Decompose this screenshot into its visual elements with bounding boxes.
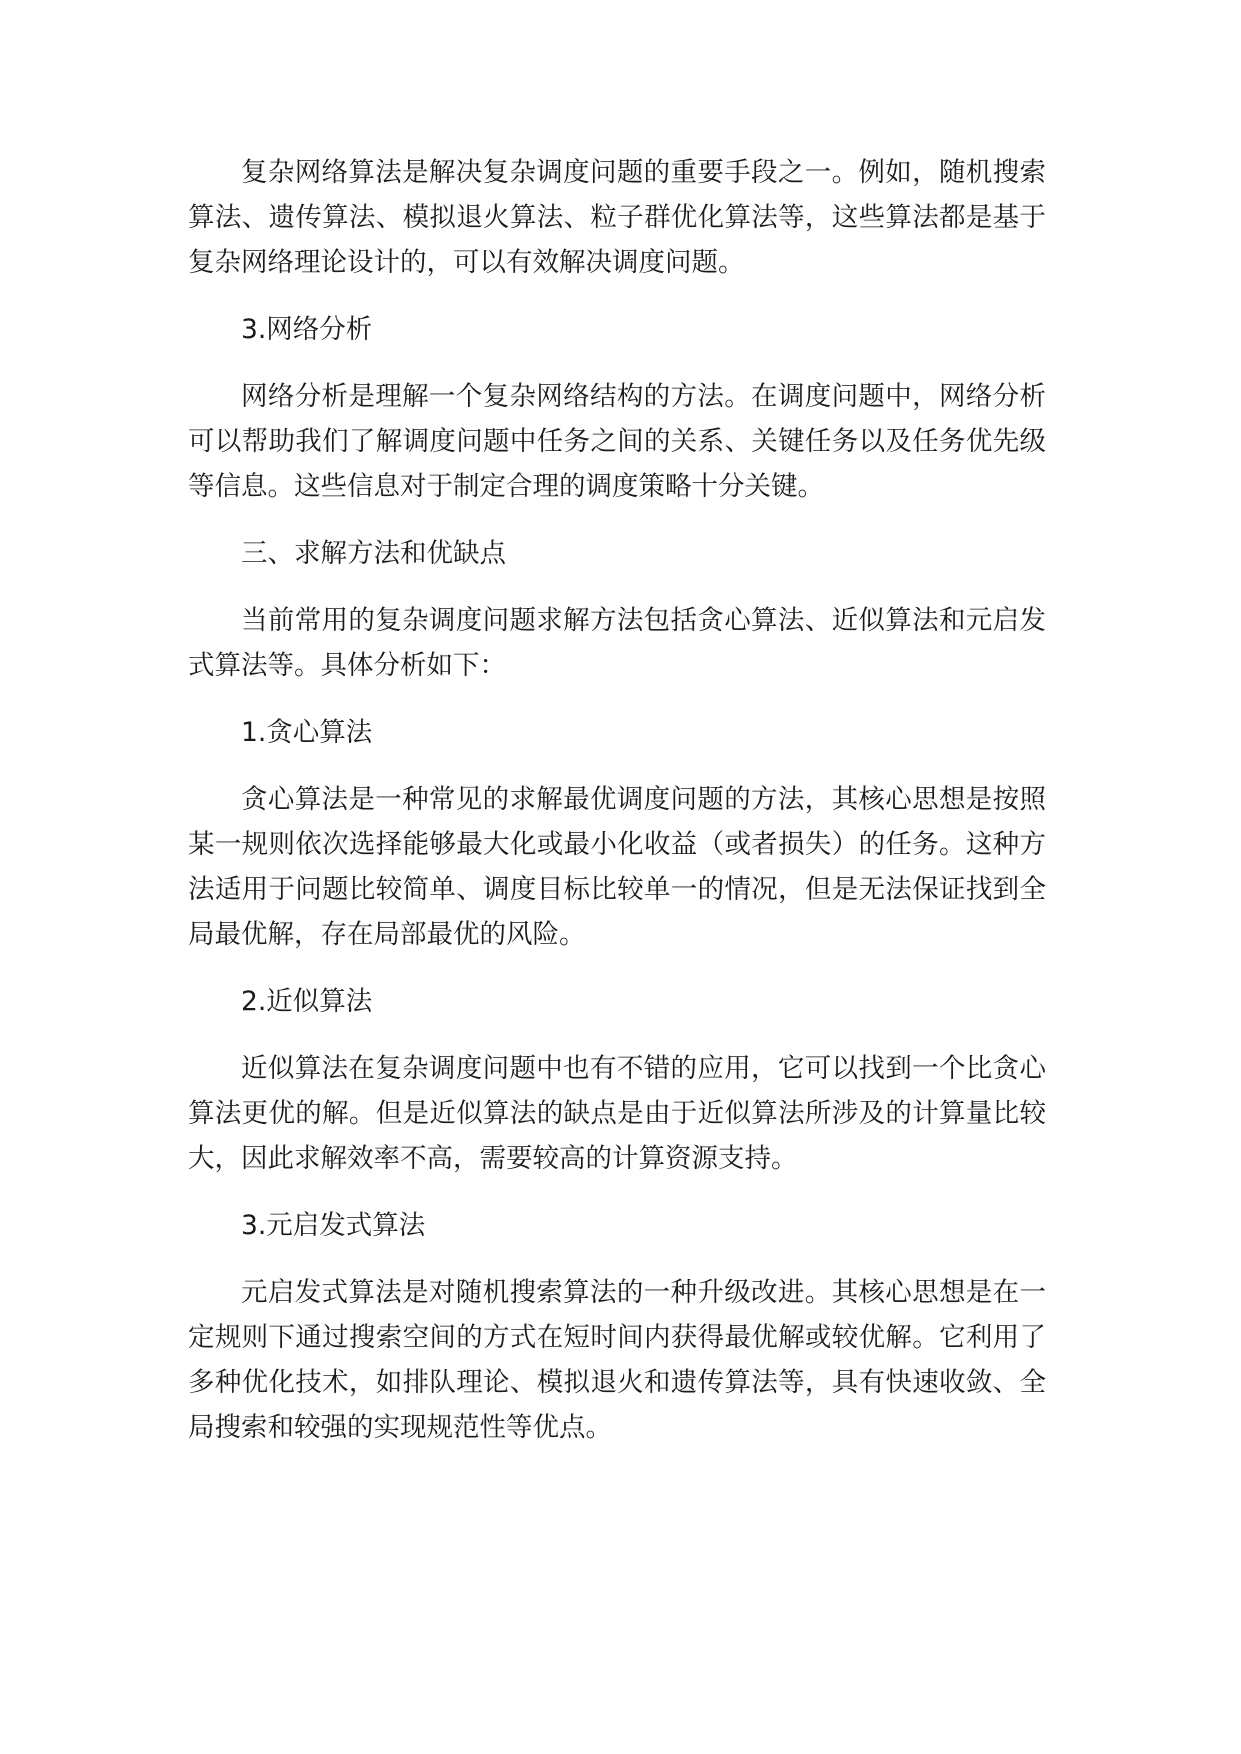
paragraph-approximation-algorithm: 近似算法在复杂调度问题中也有不错的应用，它可以找到一个比贪心算法更优的解。但是近似算法的缺点是由于近似算法所涉及的计算量比较大，因此求解效率不高，需要较高的计算资源支持。 (188, 1053, 1046, 1174)
paragraph-complex-network-algorithms: 复杂网络算法是解决复杂调度问题的重要手段之一。例如，随机搜索算法、遗传算法、模拟退火算法、粒子群优化算法等，这些算法都是基于复杂网络理论设计的，可以有效解决调度问题。 (188, 157, 1046, 278)
heading-network-analysis: 3.网络分析 (241, 314, 373, 345)
paragraph-metaheuristic-algorithm: 元启发式算法是对随机搜索算法的一种升级改进。其核心思想是在一定规则下通过搜索空间的方式在短时间内获得最优解或较优解。它利用了多种优化技术，如排队理论、模拟退火和遗传算法等，具有快速收敛、全局搜索和较强的实现规范性等优点。 (188, 1277, 1046, 1443)
paragraph-solution-methods-intro: 当前常用的复杂调度问题求解方法包括贪心算法、近似算法和元启发式算法等。具体分析如下： (188, 605, 1046, 681)
heading-metaheuristic-algorithm: 3.元启发式算法 (241, 1210, 426, 1241)
paragraph-network-analysis: 网络分析是理解一个复杂网络结构的方法。在调度问题中，网络分析可以帮助我们了解调度问题中任务之间的关系、关键任务以及任务优先级等信息。这些信息对于制定合理的调度策略十分关键。 (188, 381, 1046, 502)
heading-approximation-algorithm: 2.近似算法 (241, 986, 373, 1017)
heading-solution-methods: 三、求解方法和优缺点 (241, 538, 506, 569)
paragraph-greedy-algorithm: 贪心算法是一种常见的求解最优调度问题的方法，其核心思想是按照某一规则依次选择能够最大化或最小化收益（或者损失）的任务。这种方法适用于问题比较简单、调度目标比较单一的情况，但是无法保证找到全局最优解，存在局部最优的风险。 (188, 784, 1046, 950)
heading-greedy-algorithm: 1.贪心算法 (241, 717, 373, 748)
document-body (188, 150, 1046, 1472)
